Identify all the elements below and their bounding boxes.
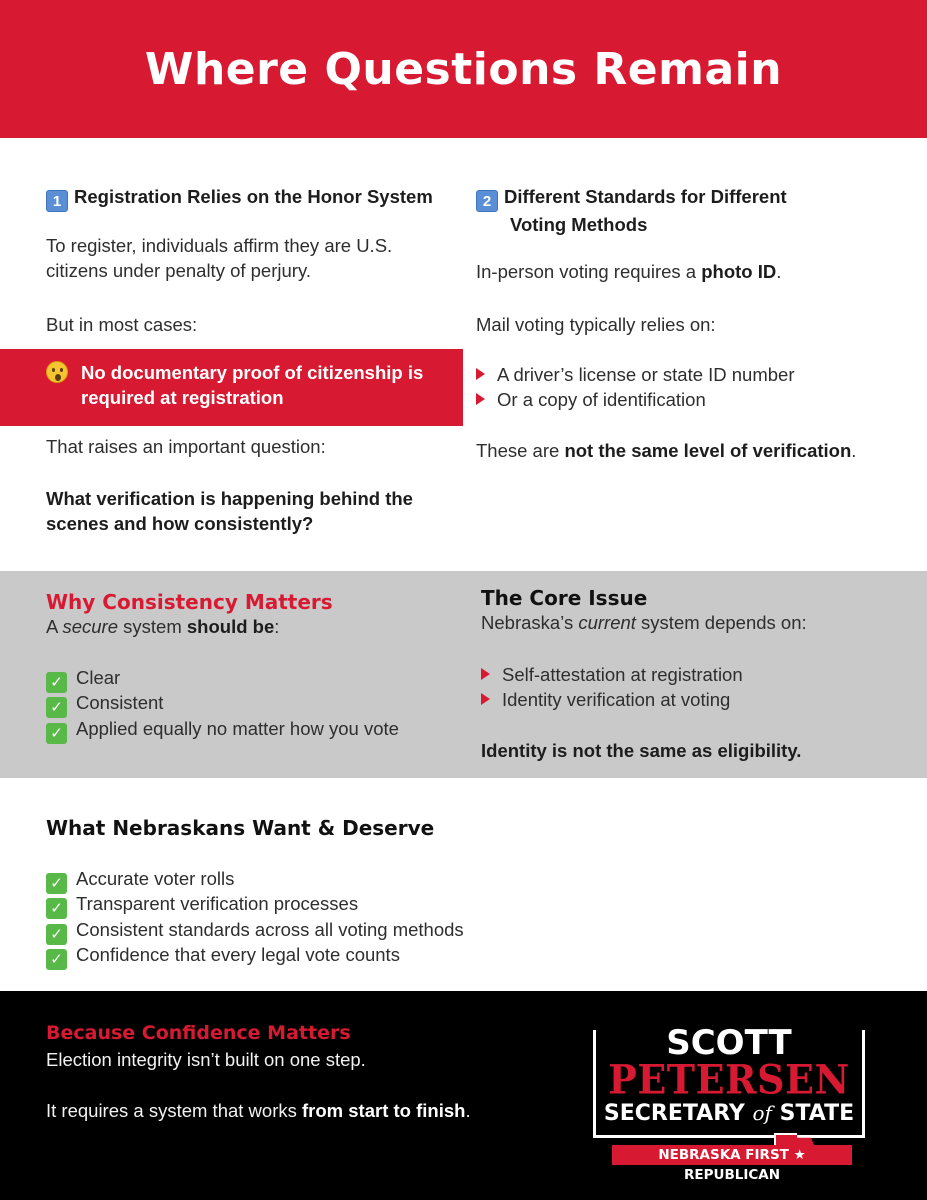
check-mark-icon: ✓ [46, 723, 67, 744]
red-triangle-icon [476, 368, 485, 380]
check-mark-icon: ✓ [46, 697, 67, 718]
check-mark-icon: ✓ [46, 672, 67, 693]
red-triangle-icon [481, 668, 490, 680]
verification-question: What verification is happening behind the scenes and how consistently? [46, 488, 413, 534]
core-bullet-1: Self-attestation at registration [481, 662, 901, 687]
check-item: ✓ Consistent standards across all voting methods [46, 917, 464, 945]
check-mark-icon: ✓ [46, 949, 67, 970]
check-mark-icon: ✓ [46, 924, 67, 945]
verification-level-text: These are not the same level of verification. [476, 440, 857, 461]
red-triangle-icon [476, 393, 485, 405]
footer-line-1: Election integrity isn’t built on one step. [46, 1049, 366, 1070]
header-banner [0, 0, 927, 138]
check-mark-icon: ✓ [46, 898, 67, 919]
keycap-1-icon: 1 [46, 190, 68, 212]
most-cases-text: But in most cases: [46, 314, 198, 335]
no-proof-callout [0, 349, 463, 426]
question-intro: That raises an important question: [46, 436, 326, 457]
check-item: ✓ Confidence that every legal vote counts [46, 942, 400, 970]
red-triangle-icon [481, 693, 490, 705]
mail-bullet-1: A driver’s license or state ID number [476, 362, 906, 387]
logo-tagline: NEBRASKA FIRST ★ REPUBLICAN [612, 1145, 852, 1165]
check-item: ✓ Transparent verification processes [46, 891, 358, 919]
section-1-heading [46, 184, 466, 212]
page-title: Where Questions Remain [144, 44, 783, 95]
in-person-text: In-person voting requires a photo ID. [476, 261, 782, 282]
wants-heading: What Nebraskans Want & Deserve [46, 816, 435, 840]
footer-heading: Because Confidence Matters [46, 1022, 351, 1044]
footer-line-2: It requires a system that works from start to finish. [46, 1100, 471, 1121]
core-issue-text: Nebraska’s current system depends on: [481, 612, 807, 633]
core-conclusion: Identity is not the same as eligibility. [481, 740, 802, 761]
logo-last-name: PETERSEN [608, 1055, 850, 1104]
section-1-title: Registration Relies on the Honor System [74, 186, 433, 207]
logo-first-name: SCOTT [596, 1023, 862, 1063]
section-2-heading [476, 184, 896, 237]
check-mark-icon: ✓ [46, 873, 67, 894]
check-item: ✓ Accurate voter rolls [46, 866, 234, 894]
section-2-title-line1: Different Standards for Different [504, 186, 787, 207]
section-2-title-line2: Voting Methods [510, 214, 648, 235]
callout-text: No documentary proof of citizenship is required at registration [81, 362, 424, 408]
campaign-logo [593, 1023, 865, 1138]
core-issue-heading: The Core Issue [481, 586, 648, 610]
keycap-2-icon: 2 [476, 190, 498, 212]
secure-system-text: A secure system should be: [46, 616, 280, 637]
check-item: ✓ Clear [46, 665, 120, 693]
mail-voting-text: Mail voting typically relies on: [476, 314, 716, 335]
mail-bullet-2: Or a copy of identification [476, 387, 906, 412]
surprised-face-icon [46, 361, 68, 383]
registration-paragraph: To register, individuals affirm they are U.S. citizens under penalty of perjury. [46, 235, 393, 281]
check-item: ✓ Consistent [46, 690, 163, 718]
logo-office: SECRETARY of STATE [603, 1101, 855, 1126]
core-bullet-2: Identity verification at voting [481, 687, 901, 712]
check-item: ✓ Applied equally no matter how you vote [46, 716, 399, 744]
consistency-heading: Why Consistency Matters [46, 590, 333, 614]
